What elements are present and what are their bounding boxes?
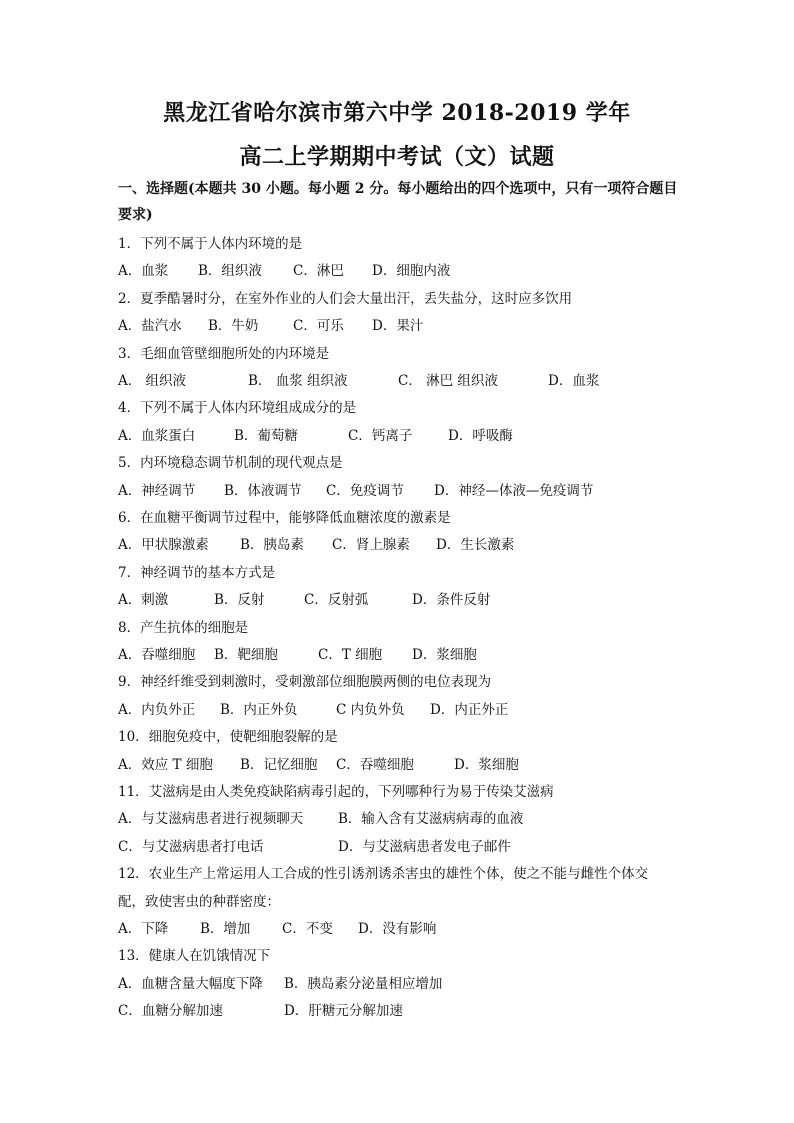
- answer-option: A．吞噬细胞: [118, 647, 196, 663]
- answer-option: C．肾上腺素: [332, 537, 410, 554]
- question-stem: 10．细胞免疫中，使靶细胞裂解的是: [118, 729, 338, 746]
- answer-option: A．内负外正: [118, 701, 196, 718]
- answer-option: A．血浆蛋白: [118, 427, 196, 444]
- answer-option: D．血浆: [548, 373, 600, 389]
- answer-option: B．反射: [214, 592, 265, 609]
- answer-option: C．吞噬细胞: [336, 756, 414, 773]
- answer-option: D．条件反射: [412, 592, 491, 609]
- answer-option: C．可乐: [293, 318, 344, 335]
- section-heading: 一、选择题(本题共 30 小题。每小题 2 分。每小题给出的四个选项中，只有一项符合题目要求): [118, 181, 678, 223]
- answer-option: B．靶细胞: [214, 647, 278, 663]
- answer-option: C．不变: [282, 921, 333, 937]
- answer-option: A． 组织液: [118, 373, 187, 389]
- answer-option: D．内正外正: [430, 701, 509, 718]
- answer-option: B．增加: [200, 921, 251, 937]
- exam-title-line2: 高二上学期期中考试（文）试题: [239, 144, 555, 170]
- answer-option: C 内负外负: [336, 701, 405, 718]
- answer-option: A．刺激: [118, 592, 169, 609]
- answer-option: B．葡萄糖: [234, 427, 298, 444]
- answer-option: C．与艾滋病患者打电话: [118, 838, 264, 855]
- answer-option: D．肝糖元分解加速: [284, 1003, 403, 1020]
- answer-option: D．没有影响: [358, 921, 437, 937]
- question-stem: 6．在血糖平衡调节过程中，能够降低血糖浓度的激素是: [118, 510, 451, 526]
- exam-title-line1: 黑龙江省哈尔滨市第六中学 2018-2019 学年: [163, 100, 631, 126]
- answer-option: D．神经—体液—免疫调节: [434, 482, 594, 499]
- answer-option: A．效应 T 细胞: [118, 756, 213, 773]
- answer-option: A．与艾滋病患者进行视频聊天: [118, 811, 304, 828]
- answer-option: B．组织液: [198, 263, 262, 280]
- answer-option: C．反射弧: [304, 592, 369, 609]
- answer-option: A．血糖含量大幅度下降: [118, 975, 263, 992]
- answer-option: B．输入含有艾滋病病毒的血液: [338, 811, 524, 828]
- question-stem: 2．夏季酷暑时分，在室外作业的人们会大量出汗，丢失盐分，这时应多饮用: [118, 290, 573, 307]
- answer-option: B． 血浆 组织液: [248, 373, 348, 389]
- answer-option: B．牛奶: [208, 318, 259, 335]
- question-stem: 11．艾滋病是由人类免疫缺陷病毒引起的，下列哪种行为易于传染艾滋病: [118, 784, 554, 800]
- question-stem-continued: 配，致使害虫的种群密度：: [118, 893, 280, 910]
- answer-option: A．甲状腺激素: [118, 537, 209, 554]
- answer-option: C．淋巴: [293, 263, 344, 280]
- answer-option: A．神经调节: [118, 482, 196, 499]
- question-stem: 7．神经调节的基本方式是: [118, 564, 276, 581]
- answer-option: C． 淋巴 组织液: [398, 373, 498, 389]
- question-stem: 5．内环境稳态调节机制的现代观点是: [118, 455, 343, 472]
- question-stem: 8．产生抗体的细胞是: [118, 619, 249, 636]
- answer-option: C．免疫调节: [326, 482, 404, 499]
- answer-option: A．盐汽水: [118, 318, 182, 335]
- answer-option: C．血糖分解加速: [118, 1003, 223, 1020]
- answer-option: D．浆细胞: [454, 756, 519, 773]
- answer-option: B．胰岛素: [240, 537, 304, 554]
- question-stem: 9．神经纤维受到刺激时，受刺激部位细胞膜两侧的电位表现为: [118, 674, 492, 691]
- answer-option: C．T 细胞: [318, 647, 383, 663]
- question-stem: 13．健康人在饥饿情况下: [118, 948, 271, 965]
- answer-option: D．呼吸酶: [448, 427, 513, 444]
- answer-option: D．生长激素: [436, 537, 515, 554]
- answer-option: C．钙离子: [348, 427, 413, 444]
- question-stem: 12．农业生产上常运用人工合成的性引诱剂诱杀害虫的雄性个体，使之不能与雌性个体交: [118, 866, 649, 883]
- answer-option: A．血浆: [118, 263, 169, 280]
- question-stem: 4．下列不属于人体内环境组成成分的是: [118, 400, 357, 417]
- answer-option: B．体液调节: [224, 482, 302, 499]
- answer-option: B．内正外负: [220, 701, 298, 718]
- answer-option: B．胰岛素分泌量相应增加: [284, 975, 443, 992]
- answer-option: D．与艾滋病患者发电子邮件: [338, 838, 511, 855]
- answer-option: D．果汁: [372, 318, 424, 335]
- answer-option: B．记忆细胞: [240, 756, 318, 773]
- answer-option: D．细胞内液: [372, 263, 451, 280]
- question-stem: 3．毛细血管壁细胞所处的内环境是: [118, 345, 330, 362]
- answer-option: D．浆细胞: [412, 647, 477, 663]
- question-stem: 1．下列不属于人体内环境的是: [118, 236, 303, 252]
- answer-option: A．下降: [118, 921, 169, 937]
